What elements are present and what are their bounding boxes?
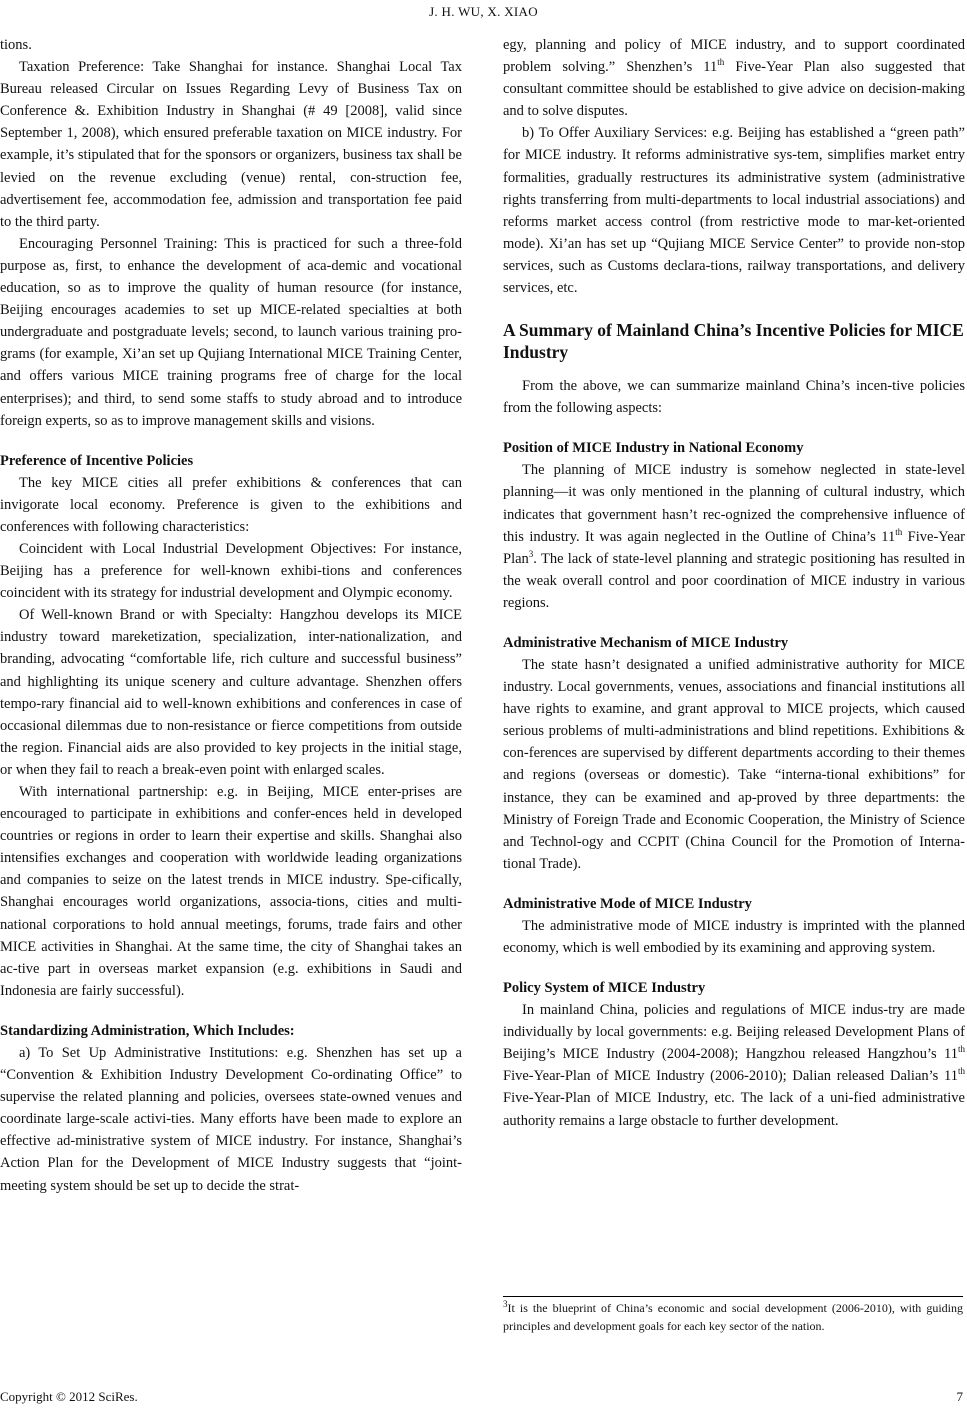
subheading-standardizing-administration: Standardizing Administration, Which Includes: (0, 1022, 295, 1039)
paragraph: Of Well-known Brand or with Specialty: Hangzhou develops its MICE industry toward mareketization, specialization, inter-nationalization, and branding, advocating “comfortable life, rich culture and successful business” and highlighting its unique scenery and culture advantage. Shenzhen offers tempo-rary financial aid to well-known exhibitions and conferences in case of occasional dilemmas due to non-resistance or fierce competitions from outside the region. Financial aids are also provided to key projects in the initial stage, or when they fail to reach a break-even point with enlarged scales. (0, 607, 462, 778)
subheading-administrative-mechanism: Administrative Mechanism of MICE Industry (503, 634, 789, 651)
paragraph-auxiliary-services: b) To Offer Auxiliary Services: e.g. Beijing has established a “green path” for MICE industry. It reforms administrative sys-tem, simplifies market entry formalities, gradually restructures its administrative system (administrative rights transferring from multi-departments to local industrial associations) and reforms market access control (from restrictive mode to mar-ket-oriented mode). Xi’an has set up “Qujiang MICE Service Center” to provide non-stop services, such as Customs declara-tions, railway transportations, and delivery services, etc. (503, 125, 965, 297)
paragraph: The key MICE cities all prefer exhibitions & conferences that can invigorate local economy. Preference is given to the exhibitions and conferences with following characteristics: (0, 474, 462, 535)
paragraph: Coincident with Local Industrial Development Objectives: For instance, Beijing has a preference for well-known exhibi-tions and conferences coincident with its strategy for industrial development and Olympic economy. (0, 540, 462, 602)
paragraph: tions. (0, 37, 32, 53)
subheading-policy-system: Policy System of MICE Industry (503, 980, 706, 997)
right-column (503, 34, 965, 1132)
paragraph-taxation-preference: Taxation Preference: Take Shanghai for instance. Shanghai Local Tax Bureau released Circular on Issues Regarding Levy of Business Tax on Conference &. Exhibition Industry in Shanghai (# 49 [2008], valid since September 1, 2008), which ensured preferable taxation on MICE industry. For example, it’s stipulated that for the sponsors or organizers, business tax shall be levied on the revenue excluding (venue) rental, con-struction fee, advertisement fee, accommodation fee, admission and transportation fee paid to the third party. (0, 59, 462, 230)
footnote: $^3$It is the blueprint of China’s economic and social development (2006-2010), with guiding principles and development goals for each key sector of the nation. (503, 1299, 963, 1333)
subheading-position-of-mice-industry: Position of MICE Industry in National Economy (503, 440, 804, 457)
paragraph: In mainland China, policies and regulations of MICE indus-try are made individually by local governments: e.g. Beijing released Development Plans of Beijing’s MICE Industry (2004-2008); Hangzhou released Hangzhou’s 11th Five-Year-Plan of MICE Industry (2006-2010); Dalian released Dalian’s 11th Five-Year-Plan of MICE Industry, etc. The lack of a uni-fied administrative authority remains a large obstacle to further development. (503, 1002, 965, 1129)
paragraph: From the above, we can summarize mainland China’s incen-tive policies from the following aspects: (503, 378, 965, 417)
footnote-divider (503, 1296, 963, 1297)
section-title: A Summary of Mainland China’s Incentive Policies for MICE Industry (503, 320, 964, 363)
paragraph: With international partnership: e.g. in Beijing, MICE enter-prises are encouraged to participate in exhibitions and confer-ences held in developed countries or regions in order to learn their expertise and skills. Shanghai also intensifies exchanges and cooperation with worldwide leading organizations and companies to seize on the latest trends in MICE industry. Spe-cifically, Shanghai encourages world organizations, associa-tions, cities and multi-national corporations to hold annual meetings, forums, trade fairs and other MICE activities in Shanghai. At the same time, the city of Shanghai takes an ac-tive part in overseas market expansion (e.g. exhibitions in Saudi and Indonesia are fairly successful). (0, 784, 462, 999)
paragraph-personnel-training: Encouraging Personnel Training: This is practiced for such a three-fold purpose as, first, to enhance the development of aca-demic and vocational education, so as to improve the quality of human resource (for instance, Beijing encourages academies to set up MICE-related specialties at both undergraduate and postgraduate levels; second, to launch various training pro-grams (for example, Xi’an set up Qujiang International MICE Training Center, and offers various MICE training programs free of charge for the local enterprises); and third, to send some staffs to study abroad and to introduce foreign experts, so as to improve management skills and visions. (0, 235, 462, 429)
footnote-reference: 3 (528, 548, 534, 559)
paragraph: The state hasn’t designated a unified administrative authority for MICE industry. Local governments, venues, associations and financial institutions all have rights to examine, and grant approval to MICE projects, which caused serious problems of multi-administrations and blind repetitions. Exhibitions & con-ferences are supervised by different departments according to their themes and regions (overseas or domestic). Take “interna-tional exhibitions” for instance, they can be examined and ap-proved by three departments: the Ministry of Foreign Trade and Economic Cooperation, the Ministry of Science and Technol-ogy and CCPIT (China Council for the Promotion of Interna-tional Trade). (503, 656, 965, 872)
copyright-footer: Copyright © 2012 SciRes. (0, 1389, 138, 1404)
subheading-preference-of-incentive-policies: Preference of Incentive Policies (0, 452, 194, 469)
subheading-administrative-mode: Administrative Mode of MICE Industry (503, 895, 752, 912)
running-head: J. H. WU, X. XIAO (429, 4, 538, 19)
paragraph: egy, planning and policy of MICE industry, and to support coordinated problem solving.” Shenzhen’s 11th Five-Year Plan also suggested that consultant committee should be established to give advice on decision-making and to solve disputes. (503, 37, 965, 120)
paragraph: The planning of MICE industry is somehow neglected in state-level planning—it was only mentioned in the planning of cultural industry, which indicates that government hasn’t rec-ognized the comprehensive influence of this industry. It was again neglected in the Outline of China’s 11th Five-Year Plan$^3$. The lack of state-level planning and strategic positioning has resulted in the weak overall control and poor coordination of MICE industry in various regions. (503, 462, 966, 611)
paragraph: a) To Set Up Administrative Institutions: e.g. Shenzhen has set up a “Convention & Exhibition Industry Development Co-ordinating Office” to supervise the related planning and policies, oversees state-owned venues and coordinate large-scale activi-ties. Many efforts have been made to explore an effective ad-ministrative system of MICE industry. For instance, Shanghai’s Action Plan for the Development of MICE Industry suggests that “joint-meeting system should be set up to decide the strat- (0, 1044, 462, 1194)
left-column (0, 34, 462, 1197)
paragraph: The administrative mode of MICE industry is imprinted with the planned economy, which is well embodied by its examining and approving system. (503, 917, 965, 956)
page-number: 7 (956, 1389, 963, 1404)
